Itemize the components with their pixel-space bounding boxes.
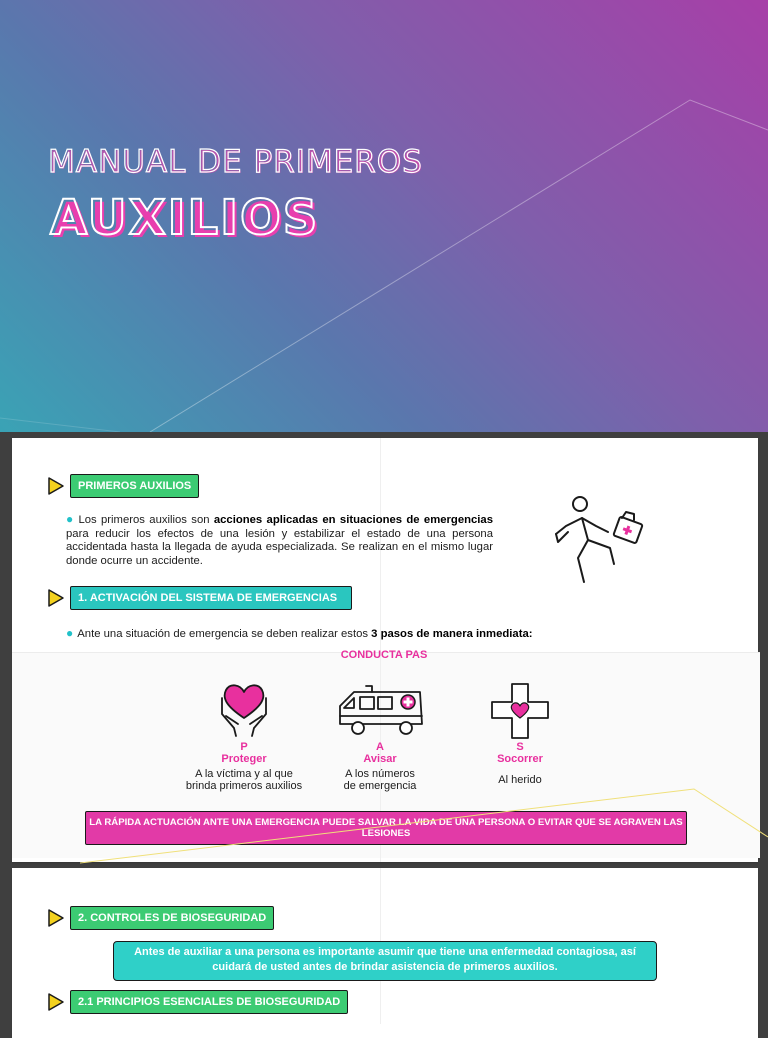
section-title: 2.1 PRINCIPIOS ESENCIALES DE BIOSEGURIDAD [70,990,348,1014]
title-line-2: AUXILIOS [50,190,320,246]
pas-item-avisar: A Avisar A los números de emergencia [343,741,417,792]
section-title: PRIMEROS AUXILIOS [70,474,199,498]
play-arrow-icon [46,588,66,608]
pas-item-socorrer: S Socorrer Al herido [497,741,543,786]
pas-item-proteger: P Proteger A la víctima y al que brinda primeros auxilios [185,741,303,792]
decorative-line [80,785,768,865]
paragraph-activacion: ● Ante una situación de emergencia se deben realizar estos 3 pasos de manera inmediata: [66,626,533,640]
bullet-icon: ● [66,512,75,526]
bioseguridad-note: Antes de auxiliar a una persona es importante asumir que tiene una enfermedad contagiosa, así cuidará de usted antes de brindar asistencia de primeros auxilios. [113,941,657,981]
title-line-1: MANUAL DE PRIMEROS [48,144,423,180]
hands-holding-heart-icon [216,680,272,738]
section-title: 1. ACTIVACIÓN DEL SISTEMA DE EMERGENCIAS [70,586,352,610]
medical-cross-heart-icon [490,682,550,740]
section-title: 2. CONTROLES DE BIOSEGURIDAD [70,906,274,930]
running-person-with-first-aid-kit-icon [548,492,660,588]
section-header-primeros-auxilios [46,474,199,498]
section-header-principios [46,990,348,1014]
pas-banner: LA RÁPIDA ACTUACIÓN ANTE UNA EMERGENCIA PUEDE SALVAR LA VIDA DE UNA PERSONA O EVITAR QUE SE AGRAVEN LAS LESIONES [85,811,687,845]
ambulance-icon [336,684,426,738]
play-arrow-icon [46,992,66,1012]
bullet-icon: ● [66,626,74,640]
paragraph-primeros-auxilios: ● Los primeros auxilios son acciones aplicadas en situaciones de emergencias para reducir los efectos de una lesión y estabilizar el estado de una persona accidentada hasta la llegada de ayuda especializada. Se realizan en el mismo lugar donde ocurre un accidente. [66,512,493,567]
play-arrow-icon [46,476,66,496]
pas-title: CONDUCTA PAS [340,649,428,661]
cover-hero [0,0,768,432]
play-arrow-icon [46,908,66,928]
section-header-activacion [46,586,352,610]
section-header-bioseguridad [46,906,274,930]
